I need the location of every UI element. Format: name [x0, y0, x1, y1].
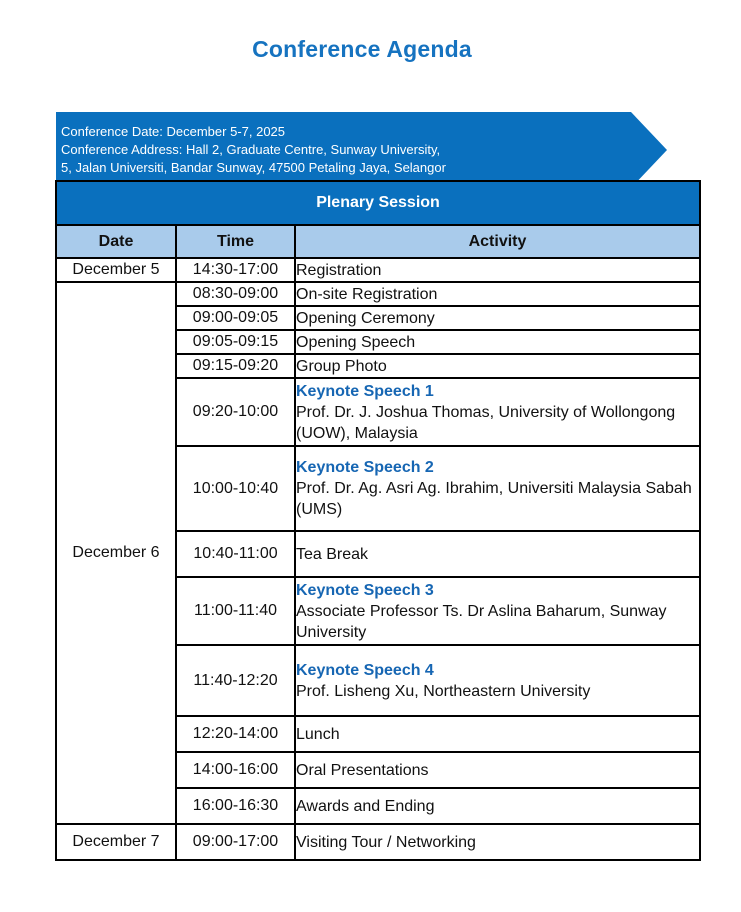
- activity-cell: Oral Presentations: [295, 752, 700, 788]
- activity-cell: Lunch: [295, 716, 700, 752]
- time-cell: 09:15-09:20: [176, 354, 295, 378]
- header-activity: Activity: [295, 225, 700, 258]
- time-cell: 10:40-11:00: [176, 531, 295, 577]
- activity-cell: [295, 378, 700, 446]
- page-title: Conference Agenda: [252, 36, 472, 62]
- activity-cell: Awards and Ending: [295, 788, 700, 824]
- keynote-title: Keynote Speech 4: [296, 661, 434, 679]
- activity-cell: [295, 577, 700, 645]
- activity-cell: [295, 446, 700, 531]
- activity-cell: Visiting Tour / Networking: [295, 824, 700, 860]
- session-row: [56, 181, 700, 225]
- date-cell: December 5: [56, 258, 176, 282]
- conference-info-banner: [56, 112, 670, 188]
- time-cell: 09:00-17:00: [176, 824, 295, 860]
- header-time: Time: [176, 225, 295, 258]
- conference-date: Conference Date: December 5-7, 2025: [61, 124, 286, 139]
- activity-cell: [295, 645, 700, 716]
- table-row: [56, 282, 700, 306]
- table-row: [56, 824, 700, 860]
- header-row: [56, 225, 700, 258]
- activity-cell: Opening Speech: [295, 330, 700, 354]
- time-cell: 14:00-16:00: [176, 752, 295, 788]
- time-cell: 10:00-10:40: [176, 446, 295, 531]
- keynote-speaker: Prof. Lisheng Xu, Northeastern University: [296, 682, 591, 700]
- keynote-speaker: Associate Professor Ts. Dr Aslina Baharum, Sunway University: [296, 602, 667, 641]
- header-date: Date: [56, 225, 176, 258]
- activity-cell: Group Photo: [295, 354, 700, 378]
- keynote-title: Keynote Speech 3: [296, 581, 434, 599]
- time-cell: 09:05-09:15: [176, 330, 295, 354]
- time-cell: 16:00-16:30: [176, 788, 295, 824]
- keynote-title: Keynote Speech 2: [296, 459, 434, 476]
- keynote-title: Keynote Speech 1: [296, 382, 434, 400]
- time-cell: 11:40-12:20: [176, 645, 295, 716]
- time-cell: 14:30-17:00: [176, 258, 295, 282]
- time-cell: 12:20-14:00: [176, 716, 295, 752]
- time-cell: 09:00-09:05: [176, 306, 295, 330]
- time-cell: 09:20-10:00: [176, 378, 295, 446]
- keynote-speaker: Prof. Dr. Ag. Asri Ag. Ibrahim, Universiti Malaysia Sabah (UMS): [296, 480, 692, 518]
- table-row: [56, 258, 700, 282]
- agenda-table: [55, 180, 701, 861]
- activity-cell: Opening Ceremony: [295, 306, 700, 330]
- activity-cell: Tea Break: [295, 531, 700, 577]
- conference-address-line-2: 5, Jalan Universiti, Bandar Sunway, 47500 Petaling Jaya, Selangor: [61, 160, 446, 175]
- date-cell: December 7: [56, 824, 176, 860]
- time-cell: 08:30-09:00: [176, 282, 295, 306]
- time-cell: 11:00-11:40: [176, 577, 295, 645]
- activity-cell: Registration: [295, 258, 700, 282]
- date-cell: December 6: [56, 282, 176, 824]
- session-title: Plenary Session: [56, 181, 700, 225]
- conference-address-line-1: Conference Address: Hall 2, Graduate Centre, Sunway University,: [61, 142, 441, 157]
- keynote-speaker: Prof. Dr. J. Joshua Thomas, University of Wollongong (UOW), Malaysia: [296, 403, 676, 442]
- activity-cell: On-site Registration: [295, 282, 700, 306]
